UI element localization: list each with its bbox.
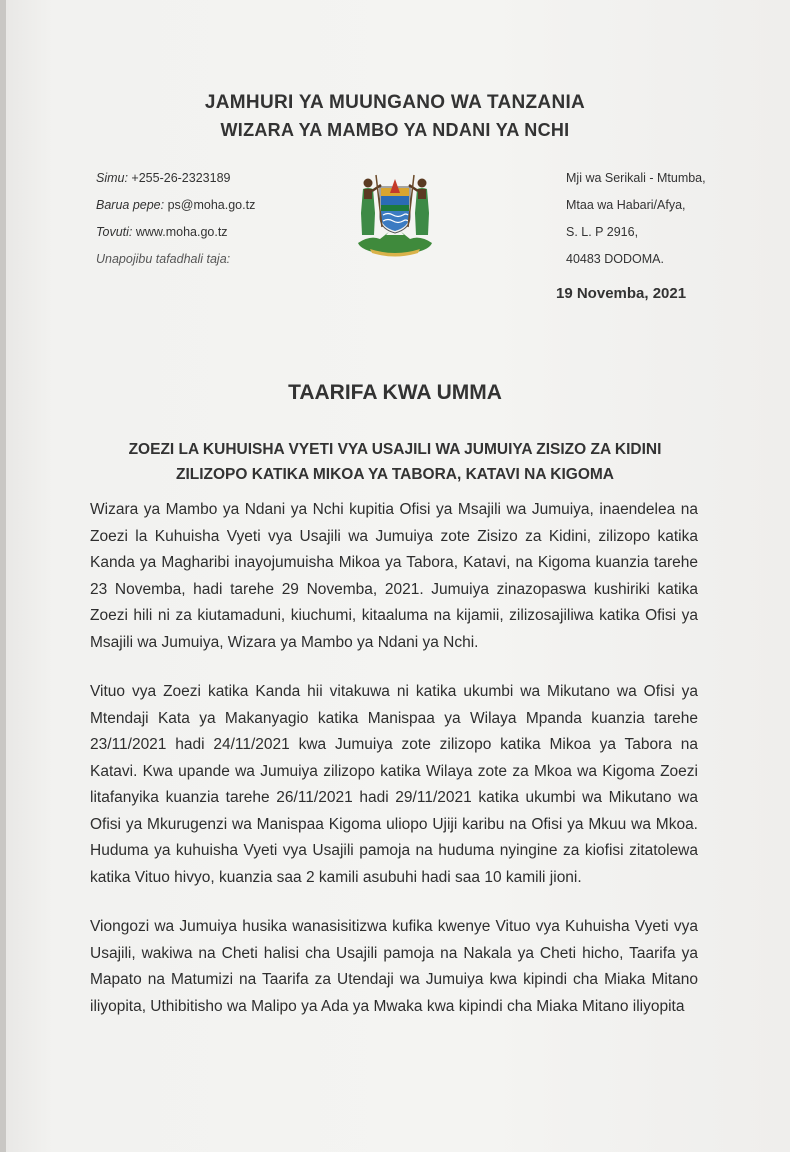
email-value: ps@moha.go.tz xyxy=(164,198,256,212)
subtitle-line-1: ZOEZI LA KUHUISHA VYETI VYA USAJILI WA JUMUIYA ZISIZO ZA KIDINI xyxy=(128,441,662,458)
contact-block-left xyxy=(96,165,255,273)
reference-line: Unapojibu tafadhali taja: xyxy=(96,252,231,266)
address-line-3: S. L. P 2916, xyxy=(566,225,639,239)
phone-line xyxy=(96,165,255,192)
body-paragraph-1: Wizara ya Mambo ya Ndani ya Nchi kupitia Ofisi ya Msajili wa Jumuiya, inaendelea na Zoezi la Kuhuisha Vyeti vya Usajili wa Jumuiya zote Zisizo za Kidini, zilizopo katika Kanda ya Magharibi inayojumuisha Mikoa ya Tabora, Katavi, na Kigoma kuanzia tarehe 23 Novemba, hadi tarehe 29 Novemba, 2021. Jumuiya zinazopaswa kushiriki katika Zoezi hili ni za kiutamaduni, kiuchumi, kitaaluma na kijamii, zilizosajiliwa katika Ofisi ya Msajili wa Jumuiya, Wizara ya Mambo ya Ndani ya Nchi. xyxy=(90,501,698,651)
header-country: JAMHURI YA MUUNGANO WA TANZANIA xyxy=(204,92,586,113)
document-date: 19 Novemba, 2021 xyxy=(556,285,687,302)
body-paragraph-3: Viongozi wa Jumuiya husika wanasisitizwa kufika kwenye Vituo vya Kuhuisha Vyeti vya Usajili, wakiwa na Cheti halisi cha Usajili pamoja na Nakala ya Cheti hicho, Taarifa ya Mapato na Matumizi na Taarifa za Utendaji wa Jumuiya kwa kipindi cha Miaka Mitano iliyopita, Uthibitisho wa Malipo ya Ada ya Mwaka kwa kipindi cha Miaka Mitano iliyopita xyxy=(90,918,698,1015)
header-ministry: WIZARA YA MAMBO YA NDANI YA NCHI xyxy=(220,120,570,140)
subtitle-line-2: ZILIZOPO KATIKA MIKOA YA TABORA, KATAVI NA KIGOMA xyxy=(175,466,614,483)
website-line xyxy=(96,219,255,246)
address-line-4: 40483 DODOMA. xyxy=(566,252,664,266)
address-line-1: Mji wa Serikali - Mtumba, xyxy=(566,171,706,185)
website-label: Tovuti: xyxy=(96,225,133,239)
document-subtitle xyxy=(100,437,690,487)
email-line xyxy=(96,192,255,219)
phone-label: Simu: xyxy=(96,171,128,185)
email-label: Barua pepe: xyxy=(96,198,165,212)
contact-block-right xyxy=(566,165,706,273)
body-paragraph-2: Vituo vya Zoezi katika Kanda hii vitakuwa ni katika ukumbi wa Mikutano wa Ofisi ya Mtendaji Kata ya Makanyagio katika Manispaa ya Wilaya Mpanda kuanzia tarehe 23/11/2021 hadi 24/11/2021 kwa Jumuiya zote zilizopo katika Mikoa ya Tabora na Katavi. Kwa upande wa Jumuiya zilizopo katika Wilaya zote za Mkoa wa Kigoma Zoezi litafanyika kuanzia tarehe 26/11/2021 hadi 29/11/2021 katika ukumbi wa Mikutano wa Ofisi ya Mkurugenzi wa Manispaa Kigoma uliopo Ujiji karibu na Ofisi ya Mkuu wa Mkoa. Huduma ya kuhuisha Vyeti vya Usajili pamoja na huduma nyingine za kiofisi zitatolewa katika Vituo hivyo, kuanzia saa 2 kamili asubuhi hadi saa 10 kamili jioni. xyxy=(90,683,698,886)
document-title: TAARIFA KWA UMMA xyxy=(288,381,502,404)
website-value: www.moha.go.tz xyxy=(132,225,228,239)
address-line-2: Mtaa wa Habari/Afya, xyxy=(566,198,686,212)
tanzania-coat-of-arms-icon xyxy=(350,165,440,257)
phone-value: +255-26-2323189 xyxy=(127,171,231,185)
